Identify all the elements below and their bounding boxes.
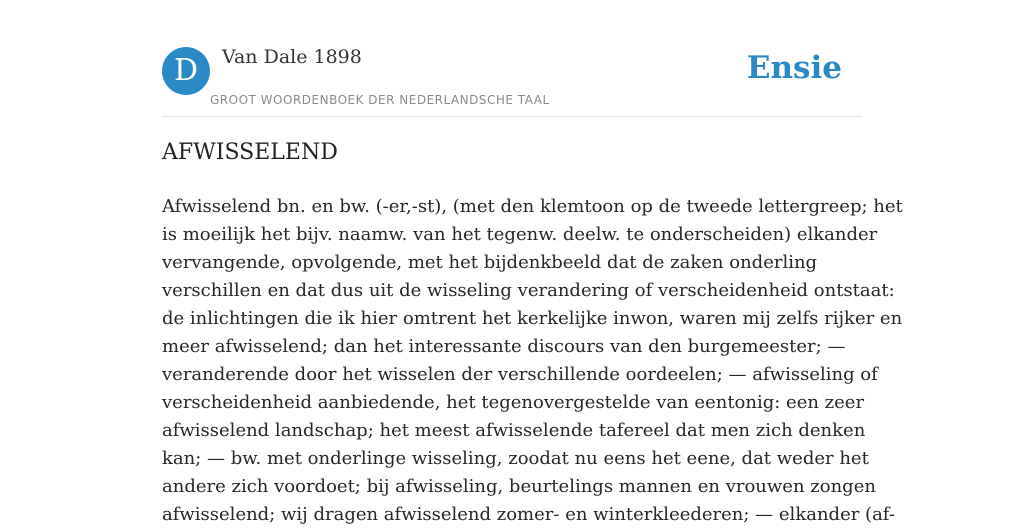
entry-definition <box>162 193 903 529</box>
definition-line: afwisselend; wij dragen afwisselend zomer- en winterkleederen; — elkander (af- <box>162 504 895 525</box>
definition-line: verschillen en dat dus uit de wisseling verandering of verscheidenheid ontstaat: <box>162 280 895 301</box>
dictionary-header <box>162 46 862 117</box>
dictionary-logo[interactable]: D <box>162 47 210 95</box>
definition-line: de inlichtingen die ik hier omtrent het kerkelijke inwon, waren mij zelfs rijker en <box>162 308 903 329</box>
brand-logo[interactable]: Ensie <box>746 50 842 86</box>
dictionary-subtitle: GROOT WOORDENBOEK DER NEDERLANDSCHE TAAL <box>210 93 550 107</box>
dictionary-title[interactable]: Van Dale 1898 <box>222 46 362 68</box>
definition-line: kan; — bw. met onderlinge wisseling, zoodat nu eens het eene, dat weder het <box>162 448 869 469</box>
definition-line: veranderende door het wisselen der verschillende oordeelen; — afwisseling of <box>162 364 878 385</box>
definition-line: andere zich voordoet; bij afwisseling, beurtelings mannen en vrouwen zongen <box>162 476 876 497</box>
definition-line: afwisselend landschap; het meest afwisselende tafereel dat men zich denken <box>162 420 866 441</box>
definition-line: Afwisselend bn. en bw. (-er,-st), (met den klemtoon op de tweede lettergreep; het <box>162 196 903 217</box>
definition-line: vervangende, opvolgende, met het bijdenkbeeld dat de zaken onderling <box>162 252 818 273</box>
definition-line: verscheidenheid aanbiedende, het tegenovergestelde van eentonig: een zeer <box>162 392 865 413</box>
definition-line: meer afwisselend; dan het interessante discours van den burgemeester; — <box>162 336 846 357</box>
definition-line: is moeilijk het bijv. naamw. van het tegenw. deelw. te onderscheiden) elkander <box>162 224 878 245</box>
entry-headword: AFWISSELEND <box>162 140 338 165</box>
